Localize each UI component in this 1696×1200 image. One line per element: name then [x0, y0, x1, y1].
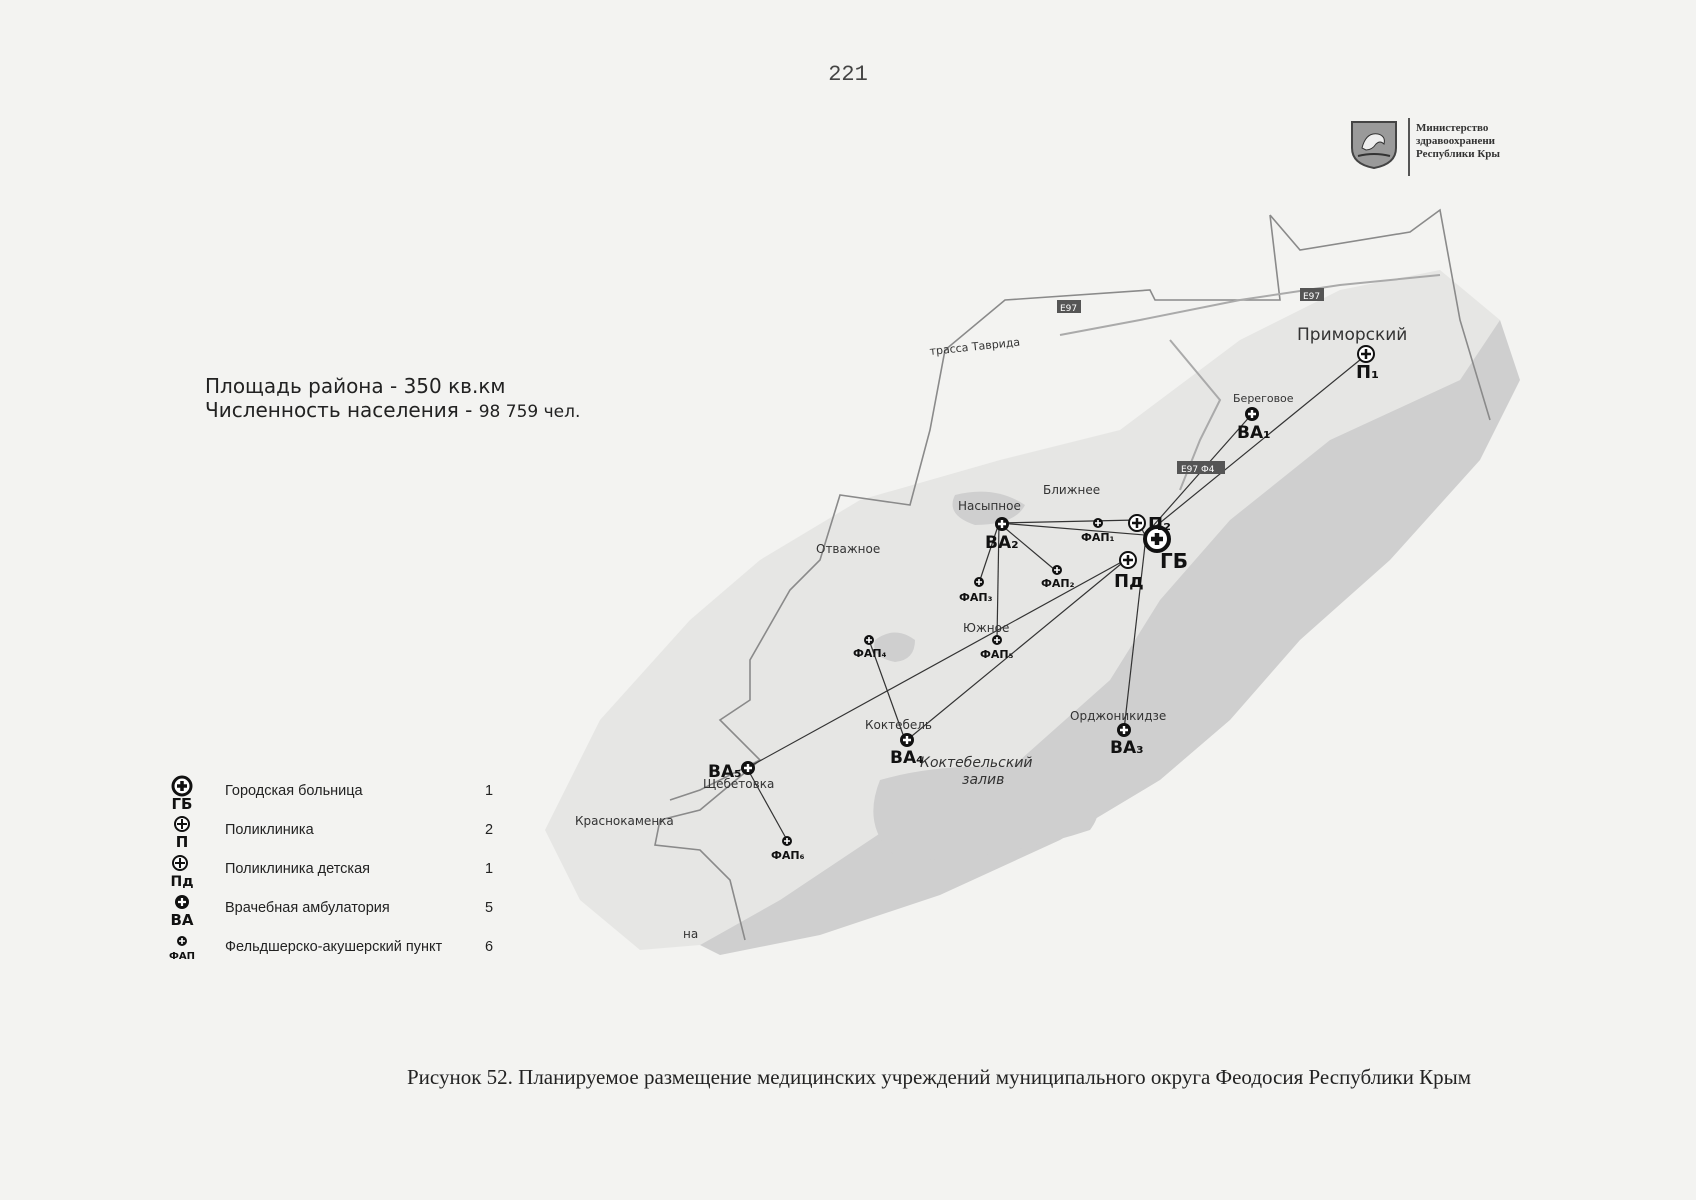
ministry-line-3: Республики Кры	[1416, 148, 1501, 160]
legend	[160, 775, 520, 970]
legend-label-city-hospital: Городская больница	[225, 783, 363, 799]
legend-row-paramedic-station	[160, 931, 520, 970]
legend-row-polyclinic	[160, 814, 520, 853]
legend-label-childrens-polyclinic: Поликлиника детская	[225, 861, 371, 877]
place-nasypnoe: Насыпное	[958, 499, 1021, 513]
place-koktebel-bay-2: залив	[962, 772, 1005, 788]
facility-gb: ГБ	[1160, 549, 1188, 573]
area-label: Площадь района - 350 кв.км	[205, 374, 506, 398]
legend-count-childrens-polyclinic: 1	[485, 861, 494, 877]
facility-fap5: ФАП₅	[980, 648, 1014, 661]
place-ordzhonikidze: Орджоникидзе	[1070, 709, 1167, 723]
figure-caption: Рисунок 52. Планируемое размещение медицинских учреждений муниципального округа Феодосия Республики Крым	[407, 1065, 1472, 1089]
facility-pd: Пд	[1114, 571, 1144, 592]
legend-symbol-pd: Пд	[170, 874, 194, 889]
polyclinic-2-icon	[1129, 515, 1145, 531]
place-beregovoe: Береговое	[1233, 392, 1294, 405]
paramedic-4-icon	[864, 635, 874, 645]
polyclinic-icon	[160, 814, 204, 850]
legend-count-city-hospital: 1	[485, 783, 494, 799]
facility-p1: П₁	[1356, 362, 1379, 383]
legend-symbol-p: П	[175, 833, 189, 850]
facility-fap1: ФАП₁	[1081, 531, 1115, 544]
paramedic-1-icon	[1093, 518, 1103, 528]
outpatient-4-icon	[900, 733, 914, 747]
outpatient-5-icon	[741, 761, 755, 775]
legend-symbol-gb: ГБ	[171, 795, 193, 811]
place-yuzhnoe: Южное	[963, 621, 1010, 635]
place-blizhnee: Ближнее	[1043, 483, 1101, 497]
childrens-polyclinic-icon	[160, 853, 204, 889]
outpatient-1-icon	[1245, 407, 1259, 421]
shield-e97-b-text: E97	[1303, 292, 1321, 302]
paramedic-2-icon	[1052, 565, 1062, 575]
facility-va2: ВА₂	[985, 533, 1019, 553]
city-hospital-icon	[160, 775, 204, 811]
legend-label-paramedic-station: Фельдшерско-акушерский пункт	[225, 939, 443, 955]
place-krasnokamenka: Краснокаменка	[575, 814, 674, 828]
childrens-polyclinic-icon	[1120, 552, 1136, 568]
population-label: Численность населения -	[205, 398, 479, 422]
place-otvazhnoe: Отважное	[816, 542, 881, 556]
ministry-line-1: Министерство	[1416, 122, 1489, 134]
facility-fap4: ФАП₄	[853, 647, 887, 660]
paramedic-station-icon	[160, 931, 204, 967]
facility-va3: ВА₃	[1110, 738, 1144, 758]
shield-f4-text: Е97 Ф4	[1181, 465, 1215, 475]
facility-fap6: ФАП₆	[771, 849, 805, 862]
legend-count-outpatient-clinic: 5	[485, 900, 494, 916]
polyclinic-1-icon	[1358, 346, 1374, 362]
legend-count-paramedic-station: 6	[485, 939, 494, 955]
facility-fap2: ФАП₂	[1041, 577, 1075, 590]
ministry-line-2: здравоохранени	[1416, 135, 1496, 147]
population-value: 98 759 чел.	[478, 402, 581, 422]
road-trassa-label: трасса Таврида	[928, 335, 1021, 358]
place-primorsky: Приморский	[1297, 325, 1408, 345]
legend-row-city-hospital	[160, 775, 520, 814]
place-shchebetovka: Щебетовка	[703, 777, 775, 791]
outpatient-clinic-icon	[160, 892, 204, 928]
facility-va5: ВА₅	[708, 762, 742, 782]
outpatient-3-icon	[1117, 723, 1131, 737]
facility-fap3: ФАП₃	[959, 591, 993, 604]
page-number: 221	[828, 62, 868, 87]
legend-symbol-fap: ФАП	[168, 951, 196, 962]
legend-label-polyclinic: Поликлиника	[225, 822, 314, 838]
legend-count-polyclinic: 2	[485, 822, 494, 838]
outpatient-2-icon	[995, 517, 1009, 531]
facility-va4: ВА₄	[890, 748, 924, 768]
facility-p2: П₂	[1148, 514, 1171, 535]
paramedic-5-icon	[992, 635, 1002, 645]
legend-symbol-va: ВА	[170, 911, 194, 928]
paramedic-3-icon	[974, 577, 984, 587]
legend-row-childrens-polyclinic	[160, 853, 520, 892]
paramedic-6-icon	[782, 836, 792, 846]
place-edge-fragment: на	[683, 927, 699, 941]
place-koktebel-bay-1: Коктебельский	[920, 755, 1033, 771]
legend-label-outpatient-clinic: Врачебная амбулатория	[225, 900, 390, 916]
place-koktebel: Коктебель	[865, 718, 933, 732]
shield-e97-a-text: E97	[1060, 304, 1078, 314]
legend-row-outpatient-clinic	[160, 892, 520, 931]
facility-va1: ВА₁	[1237, 423, 1271, 443]
